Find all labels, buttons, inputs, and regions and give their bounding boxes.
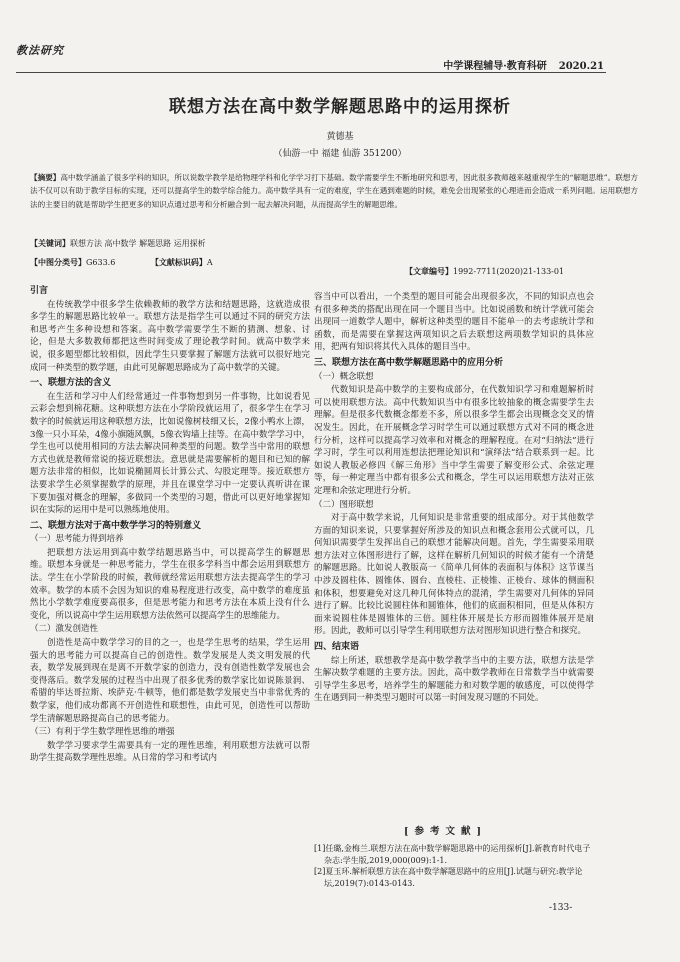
intro-paragraph: 在传统教学中很多学生依赖教师的教学方法和结题思路，这就造成很多学生的解题思路比较单一。联想方法是指学生可以通过不同的研究方法和思考产生多种设想和答案。高中数学需要学生不断的猜测、想象、讨论，但是大多数教师都把这些时间变成了理论教学时间。就高中数学来说，很多题型都比较相似，因此学生只要掌握了解题方法就可以很好地完成同一种类型的数学题，由此可见解题思路成为了高中数学的关键。 xyxy=(30,299,310,373)
abstract-text: 高中数学涵盖了很多学科的知识，所以说数学教学是给物理学科和化学学习打下基础。数学需要学生不断地研究和思考，因此很多教师越来越重视学生的“解题思维”。联想方法不仅可以有助于教学目标的实现，还可以提高学生的数学综合能力。高中数学具有一定的难度，学生在遇到难题的时候，难免会出现紧张的心理进而会造成一系列问题。运用联想方法的主要目的就是帮助学生把更多的知识点通过思考和分析融合到一起去解决问题，从而提高学生的解题思维。 xyxy=(30,173,639,209)
section-1-paragraph: 在生活和学习中人们经常通过一件事物想到另一件事物，比如说看见云彩会想到棉花糖。这种联想方法在小学阶段就运用了，很多学生在学习数字的时候就运用这种联想方法，比如说像树枝细又长，2像小鸭水上漂，3像一只小耳朵，4像小旗随风飘，5像衣钩墙上挂等。在高中数学学习中，学生也可以使用相同的方法去解决同种类型的问题。数学当中常用的联想方式也就是教师常说的接近联想法。意思就是需要解析的题目和已知的解题方法非常的相似，比如说椭圆周长计算公式、勾股定理等。接近联想方法要求学生必须掌握数学的原理，并且在课堂学习中一定要认真听讲在课下要加强对概念的理解，多做同一个类型的习题，借此可以更好地掌握知识在实际的运用中是可以熟练地使用。 xyxy=(30,391,310,516)
section-3-heading: 三、联想方法在高中数学解题思路中的应用分析 xyxy=(314,357,504,368)
doc-code-value: A xyxy=(206,258,213,267)
section-3-1-heading: （一）概念联想 xyxy=(314,371,374,382)
doc-code-label: 【文献标识码】 xyxy=(150,257,207,267)
right-column xyxy=(314,291,594,705)
issue-date: 2020.21 xyxy=(558,61,604,72)
references-title: [参考文献] xyxy=(404,826,487,837)
journal-name xyxy=(443,57,604,72)
header-divider xyxy=(16,72,606,73)
article-number xyxy=(405,266,564,277)
section-4-paragraph: 综上所述，联想教学是高中数学教学当中的主要方法，联想方法是学生解决数学难题的主要方法。因此，高中数学教师在日常数学当中就需要引导学生多思考，培养学生的解题能力和对数学题的敏感度，可以使得学生在遇到同一种类型习题时可以第一时间发现习题的不同处。 xyxy=(314,655,594,704)
section-3-1-paragraph: 代数知识是高中数学的主要构成部分，在代数知识学习和难题解析时可以使用联想方法。高中代数知识当中有很多比较抽象的概念需要学生去理解。但是很多代数概念都差不多，所以很多学生都会出现概念交叉的情况发生。因此，在开展概念学习时学生可以通过联想方式对不同的概念进行分析，这样可以提高学习效率和对概念的理解程度。在对“归纳法”进行学习时，学生可以利用连想法把理论知识和“演绎法”结合联系到一起。比如说人教版必修四《解三角形》当中学生需要了解变形公式、余弦定理等，每一种定理当中都有很多公式和概念，学生可以运用联想方法对正弦定理和余弦定理进行分析。 xyxy=(314,385,594,496)
section-2-2-heading: （二）激发创造性 xyxy=(30,624,99,635)
left-column xyxy=(30,285,310,765)
keywords-block xyxy=(30,238,638,249)
section-3-2-paragraph: 对于高中数学来说，几何知识是非常重要的组成部分。对于其他数学方面的知识来说，只要掌握好所涉及的知识点和概念套用公式就可以，几何知识需要学生发挥出自己的联想才能解决问题。首先，学生需要采用联想方法对立体图形进行了解，这样在解析几何知识的时候才能有一个清楚的解题思路。比如说人教版高一《简单几何体的表面积与体积》这节课当中涉及圆柱体、圆锥体、圆台、直棱柱、正棱锥、正棱台、球体的侧面积和体积，想要避免对这几种几何体特点的混淆，学生需要对几何体的异同进行了解。比较比说圆柱体和圆锥体，他们的底面积相同，但是从体积方面来说圆柱体是圆锥体的三倍。圆柱体开展是长方形而圆锥体展开是扇形。因此，教师可以引导学生利用联想方法对图形知识进行整合和探究。 xyxy=(314,513,594,637)
section-2-1-heading: （一）思考能力得到培养 xyxy=(30,534,124,545)
clc-label: 【中图分类号】 xyxy=(30,257,86,267)
section-2-2-paragraph: 创造性是高中数学学习的目的之一，也是学生思考的结果，学生运用强大的思考能力可以提高自己的创造性。数学发展是人类文明发展的代表，数学发展到现在是离不开数学家的创造力，没有创造性数学发展也会变得落后。数学发展的过程当中出现了很多优秀的数学家比如说陈景润、希腊的毕达哥拉斯、埃萨克·牛顿等，他们都是数学发展史当中非常优秀的数学家，他们成功都离不开创造性和联想性，由此可见，创造性可以帮助学生清解题思路提高自己的思考能力。 xyxy=(30,638,310,724)
section-2-3-paragraph: 数学学习要求学生需要具有一定的理性思维，利用联想方法就可以帮助学生提高数学理性思维。从日常的学习和考试内 xyxy=(30,740,310,764)
section-2-1-paragraph: 把联想方法运用到高中数学结题思路当中，可以提高学生的解题思维。联想本身就是一种思考能力，学生在很多学科当中都会运用到联想方法。学生在小学阶段的时候，教师就经常运用联想方法去提高学生的学习效率。数学的本质不会因为知识的难易程度进行改变，高中数学的难度虽然比小学数学难度要高很多，但是思考能力和思考方法在本质上没有什么变化，所以说高中学生运用联想方法依然可以提高学生的思维能力。 xyxy=(30,547,310,621)
page-number: -133- xyxy=(549,903,573,913)
clc-value: G633.6 xyxy=(86,258,116,267)
reference-item: [1]任璐,金梅兰.联想方法在高中数学解题思路中的运用探析[J].新教育时代电子杂志:学生版,2019,000(009):1-1. xyxy=(314,844,591,865)
author-affiliation: （仙游一中 福建 仙游 351200） xyxy=(273,149,407,159)
article-number-value: 1992-7711(2020)21-133-01 xyxy=(453,267,565,276)
abstract-block xyxy=(30,171,638,211)
section-3-2-heading: （二）图形联想 xyxy=(314,499,374,510)
section-2-3-heading: （三）有利于学生数学理性思维的增强 xyxy=(30,727,175,738)
section-2-heading: 二、联想方法对于高中数学学习的特别意义 xyxy=(30,520,202,531)
author-name: 黄德基 xyxy=(326,132,354,142)
section-label: 教法研究 xyxy=(16,44,64,57)
intro-heading: 引言 xyxy=(30,286,49,296)
reference-item: [2]夏玉环.解析联想方法在高中数学解题思路中的应用[J].试题与研究:教学论坛,2019(7):0143-0143. xyxy=(314,867,583,888)
references-list xyxy=(314,843,594,889)
section-1-heading: 一、联想方法的含义 xyxy=(30,378,112,389)
keywords-label: 【关键词】 xyxy=(30,238,70,248)
abstract-label: 【摘要】 xyxy=(30,173,61,182)
section-4-heading: 四、结束语 xyxy=(314,642,360,653)
article-title: 联想方法在高中数学解题思路中的运用探析 xyxy=(169,97,511,117)
keywords-text: 联想方法 高中数学 解题思路 运用探析 xyxy=(70,239,206,248)
continued-paragraph: 容当中可以看出，一个类型的题目可能会出现很多次，不同的知识点也会有很多种类的搭配出现在同一个题目当中。比如说函数和统计学就可能会出现同一道数学人题中，解析这种类型的题目不能单一的去考虑统计学和函数，而是需要在掌握这两项知识之后去联想这两项数学知识的具体应用，把两有知识将其代入具体的题目当中。 xyxy=(314,292,594,353)
article-number-label: 【文章编号】 xyxy=(405,266,453,276)
journal-title: 中学课程辅导·教育科研 xyxy=(443,61,547,72)
